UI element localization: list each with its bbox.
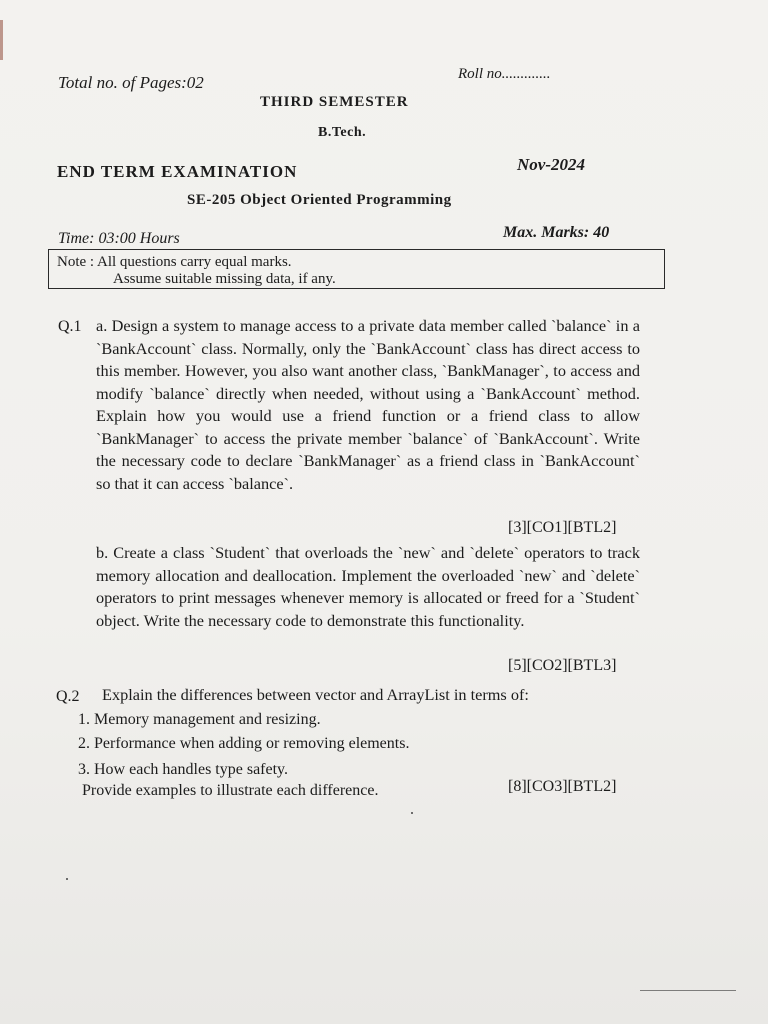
paper-speck <box>66 878 68 880</box>
semester-heading: THIRD SEMESTER <box>260 94 409 110</box>
question-1b-text: b. Create a class `Student` that overloads the `new` and `delete` operators to track memory allocation and deallocation. Implement the overloaded `new` and `delete` operators to print messages whenever memory is allocated or freed for a `Student` object. Write the necessary code to demonstrate this functionality. <box>96 543 640 630</box>
question-2-item-3: 3. How each handles type safety. <box>78 761 288 778</box>
exam-type-heading: END TERM EXAMINATION <box>57 162 298 181</box>
question-1-number: Q.1 <box>58 318 82 335</box>
course-title: SE-205 Object Oriented Programming <box>187 192 452 208</box>
question-2-closing: Provide examples to illustrate each difference. <box>82 782 379 799</box>
note-line-1: Note : All questions carry equal marks. <box>57 254 292 270</box>
max-marks: Max. Marks: 40 <box>503 224 610 241</box>
question-1a-text: a. Design a system to manage access to a private data member called `balance` in a `BankAccount` class. Normally, only the `BankAccount` class has direct access to this member. However, you also want another class, `BankManager`, to access and modify `balance` directly when needed, without using a `BankAccount` method. Explain how you would use a friend function or a friend class to allow `BankManager` to access the private member `balance` of `BankAccount`. Write the necessary code to declare `BankManager` as a friend class in `BankAccount` so that it can access `balance`. <box>96 316 640 493</box>
question-2-item-1: 1. Memory management and resizing. <box>78 711 321 728</box>
question-1a-marks: [3][CO1][BTL2] <box>508 519 617 536</box>
note-line-2: Assume suitable missing data, if any. <box>113 271 336 287</box>
question-2-number: Q.2 <box>56 688 80 705</box>
exam-duration: Time: 03:00 Hours <box>58 230 180 247</box>
roll-number: Roll no............. <box>458 66 551 82</box>
note-box <box>48 249 665 289</box>
question-2-intro: Explain the differences between vector and ArrayList in terms of: <box>102 685 529 704</box>
question-2-item-2: 2. Performance when adding or removing elements. <box>78 735 410 752</box>
question-1b-marks: [5][CO2][BTL3] <box>508 657 617 674</box>
question-2-marks: [8][CO3][BTL2] <box>508 778 617 795</box>
exam-date: Nov-2024 <box>517 155 585 174</box>
paper-speck <box>411 812 413 814</box>
degree-heading: B.Tech. <box>318 125 367 140</box>
total-pages: Total no. of Pages:02 <box>58 73 204 92</box>
paper-bottom-mark <box>640 990 736 991</box>
paper-edge-mark <box>0 20 3 60</box>
